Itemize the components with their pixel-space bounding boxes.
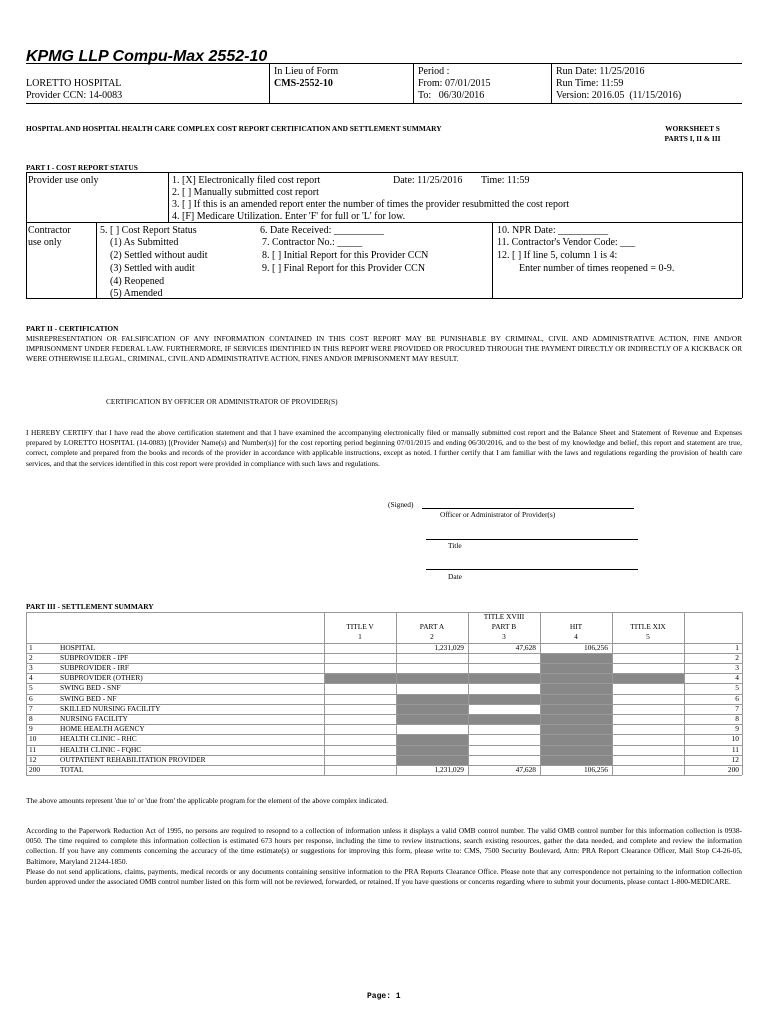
row-line-number: 2 (29, 652, 33, 662)
shaded-cell (540, 683, 612, 693)
row-line-number-right: 12 (731, 754, 739, 764)
part3-heading: PART III - SETTLEMENT SUMMARY (26, 602, 154, 611)
officer-label: Officer or Administrator of Provider(s) (440, 510, 556, 519)
status-reopened: (4) Reopened (110, 276, 165, 287)
final-report: 9. [ ] Final Report for this Provider CCN (262, 263, 426, 274)
in-lieu-label: In Lieu of Form (274, 66, 339, 77)
row-line-number-right: 11 (731, 744, 739, 754)
row-description: SUBPROVIDER - IRF (60, 663, 129, 672)
cost-report-status: 5. [ ] Cost Report Status (100, 225, 197, 236)
paperwork-notice: According to the Paperwork Reduction Act of 1995, no persons are required to resopnd to a collection of information unless it displays a valid OMB control number. The valid OMB control number for this information collection is 0938-0050. The time required to complete this information collection is estimated 673 hours per response, including the time to review instructions, search existing resources, gather the data needed, and complete and review the information collection. If you have any comments concerning the accuracy of the time estimate(s) or suggestions for improving this form, please write to: CMS, 7500 Security Boulevard, Attn: PRA Report Clearance Officer, Mail Stop C4-26-05, Baltimore, Maryland 21244-1850. (26, 826, 742, 866)
row-description: HEALTH CLINIC - FQHC (60, 744, 142, 754)
contractor-label-1: Contractor (28, 225, 71, 236)
provider-use-label: Provider use only (28, 175, 99, 186)
row-line-number-right: 3 (735, 663, 739, 672)
column-number: 4 (574, 632, 578, 642)
row-description: SUBPROVIDER - IPF (60, 652, 129, 662)
amounts-note: The above amounts represent 'due to' or 'due from' the applicable program for the element of the above complex indicated. (26, 796, 388, 805)
row-line-number: 4 (29, 673, 33, 683)
shaded-cell (468, 714, 540, 724)
row-line-number: 10 (29, 734, 37, 744)
part2-heading: PART II - CERTIFICATION (26, 324, 119, 333)
row-line-number: 12 (29, 754, 37, 764)
column-number: 1 (358, 632, 362, 642)
paperwork-notice-2: Please do not send applications, claims, payments, medical records or any documents containing sensitive information to the PRA Reports Clearance Office. Please note that any correspondence not pertaining to the information collection burden approved under the associated OMB control number listed on this form will not be reviewed, forwarded, or retained. If you have questions or concerns regarding where to submit your documents, please contact 1-800-MEDICARE. (26, 867, 742, 887)
shaded-cell (540, 694, 612, 704)
row-line-number-right: 1 (735, 642, 739, 652)
run-date: Run Date: 11/25/2016 (556, 66, 645, 77)
part1-heading: PART I - COST REPORT STATUS (26, 163, 138, 172)
row-description: SUBPROVIDER (OTHER) (60, 673, 143, 683)
period-label: Period : (418, 66, 450, 77)
times-reopened: Enter number of times reopened = 0-9. (519, 263, 675, 274)
row-value: 106,256 (583, 642, 608, 652)
shaded-cell (540, 704, 612, 714)
hospital-name: LORETTO HOSPITAL (26, 78, 122, 89)
shaded-cell (540, 673, 612, 683)
report-title: HOSPITAL AND HOSPITAL HEALTH CARE COMPLEX COST REPORT CERTIFICATION AND SETTLEMENT SUMMARY (26, 124, 442, 133)
row-line-number-right: 5 (735, 683, 739, 693)
status-settled-with-audit: (3) Settled with audit (110, 263, 195, 274)
contractor-no: 7. Contractor No.: _____ (262, 237, 363, 248)
manual-submitted: 2. [ ] Manually submitted cost report (172, 187, 319, 198)
cert-heading: CERTIFICATION BY OFFICER OR ADMINISTRATOR OF PROVIDER(S) (106, 397, 338, 406)
row-line-number: 9 (29, 724, 33, 734)
date-received: 6. Date Received: __________ (260, 225, 384, 236)
row-line-number: 8 (29, 714, 33, 723)
signed-label: (Signed) (388, 500, 414, 509)
row-description: TOTAL (60, 765, 84, 774)
column-header: HIT (569, 622, 583, 632)
row-value: 106,256 (583, 765, 608, 774)
shaded-cell (396, 755, 468, 765)
row-line-number-right: 4 (735, 673, 739, 683)
shaded-cell (396, 734, 468, 744)
npr-date: 10. NPR Date: __________ (497, 225, 609, 236)
shaded-cell (468, 673, 540, 683)
initial-report: 8. [ ] Initial Report for this Provider CCN (262, 250, 429, 261)
row-value: 1,231,029 (434, 765, 464, 774)
status-settled-without-audit: (2) Settled without audit (110, 250, 208, 261)
row-value: 47,628 (515, 642, 536, 652)
row-description: SKILLED NURSING FACILITY (60, 703, 161, 713)
column-header: PART B (491, 622, 517, 632)
run-time: Run Time: 11:59 (556, 78, 624, 89)
row-description: HOSPITAL (60, 642, 96, 652)
filed-time: Time: 11:59 (481, 175, 530, 186)
shaded-cell (612, 673, 684, 683)
amended-report: 3. [ ] If this is an amended report enter the number of times the provider resubmitted the cost report (172, 199, 570, 210)
row-line-number: 11 (29, 744, 37, 754)
row-description: SWING BED - SNF (60, 683, 121, 693)
row-description: SWING BED - NF (60, 693, 117, 703)
status-as-submitted: (1) As Submitted (110, 237, 179, 248)
row-line-number-right: 8 (735, 714, 739, 723)
shaded-cell (396, 673, 468, 683)
row-value: 47,628 (515, 765, 536, 774)
row-line-number: 1 (29, 642, 33, 652)
shaded-cell (540, 714, 612, 724)
worksheet-label (640, 124, 745, 144)
row-line-number: 200 (29, 765, 41, 774)
electronic-filed: 1. [X] Electronically filed cost report (172, 175, 321, 186)
date-label: Date (448, 572, 462, 581)
row-value: 1,231,029 (434, 642, 464, 652)
row-line-number-right: 7 (735, 703, 739, 713)
column-number: 2 (430, 632, 434, 642)
line5-question: 12. [ ] If line 5, column 1 is 4: (497, 250, 618, 261)
row-line-number: 7 (29, 703, 33, 713)
shaded-cell (540, 724, 612, 734)
version: Version: 2016.05 (11/15/2016) (556, 90, 682, 101)
vendor-code: 11. Contractor's Vendor Code: ___ (497, 237, 636, 248)
column-header: PART A (419, 622, 445, 632)
form-number: CMS-2552-10 (274, 78, 333, 89)
medicare-utilization: 4. [F] Medicare Utilization. Enter 'F' for full or 'L' for low. (172, 211, 406, 222)
contractor-label-2: use only (28, 237, 62, 248)
row-line-number-right: 200 (727, 765, 739, 774)
row-description: HEALTH CLINIC - RHC (60, 734, 137, 744)
provider-ccn: Provider CCN: 14-0083 (26, 90, 123, 101)
shaded-cell (540, 755, 612, 765)
row-line-number-right: 9 (735, 724, 739, 734)
row-description: NURSING FACILITY (60, 714, 128, 723)
shaded-cell (396, 745, 468, 755)
column-header: TITLE V (346, 622, 374, 632)
shaded-cell (396, 704, 468, 714)
row-line-number-right: 6 (735, 693, 739, 703)
title-label: Title (448, 541, 462, 550)
shaded-cell (396, 694, 468, 704)
row-line-number: 5 (29, 683, 33, 693)
column-number: 5 (646, 632, 650, 642)
row-description: OUTPATIENT REHABILITATION PROVIDER (60, 754, 206, 764)
worksheet-line2: PARTS I, II & III (664, 134, 721, 143)
warning-text: MISREPRESENTATION OR FALSIFICATION OF ANY INFORMATION CONTAINED IN THIS COST REPORT MAY BE PUNISHABLE BY CRIMINAL, CIVIL AND ADMINISTRATIVE ACTION, FINE AND/OR IMPRISONMENT UNDER FEDERAL LAW. FURTHERMORE, IF SERVICES IDENTIFIED IN THIS REPORT WERE PROVIDED OR PROCURED THROUGH THE PAYMENT DIRECTLY OR INDIRECTLY OF A KICKBACK OR WERE OTHERWISE ILLEGAL, CRIMINAL, CIVIL AND ADMINISTRATIVE ACTION, FINES AND/OR IMPRISONMENT MAY RESULT. (26, 334, 742, 364)
column-number: 3 (502, 632, 506, 642)
form-title: KPMG LLP Compu-Max 2552-10 (26, 48, 268, 65)
page-number: Page: 1 (367, 992, 401, 1001)
shaded-cell (540, 734, 612, 744)
shaded-cell (396, 714, 468, 724)
row-line-number-right: 10 (731, 734, 739, 744)
status-amended: (5) Amended (110, 288, 163, 299)
row-line-number: 6 (29, 693, 33, 703)
certify-text: I HEREBY CERTIFY that I have read the above certification statement and that I have examined the accompanying electronically filed or manually submitted cost report and the Balance Sheet and Statement of Revenue and Expenses prepared by LORETTO HOSPITAL (14-0083) [(Provider Name(s) and Number(s)] for the cost reporting period beginning 07/01/2015 and ending 06/30/2016, and to the best of my knowledge and belief, this report and statement are true, correct, complete and prepared from the books and records of the provider in accordance with applicable instructions, except as noted. I further certify that I am familiar with the laws and regulations regarding the provision of health care services, and that the services identified in this cost report were provided in compliance with such laws and regulations. (26, 428, 742, 468)
shaded-cell (540, 663, 612, 673)
column-header: TITLE XIX (630, 622, 666, 632)
period-to: To: 06/30/2016 (418, 90, 485, 101)
worksheet-line1: WORKSHEET S (665, 124, 720, 133)
shaded-cell (324, 673, 396, 683)
row-description: HOME HEALTH AGENCY (60, 724, 145, 734)
title-xviii-header: TITLE XVIII (483, 612, 525, 621)
row-line-number-right: 2 (735, 652, 739, 662)
period-from: From: 07/01/2015 (418, 78, 491, 89)
shaded-cell (540, 745, 612, 755)
filed-date: Date: 11/25/2016 (393, 175, 463, 186)
shaded-cell (540, 653, 612, 663)
shaded-cell (468, 694, 540, 704)
row-line-number: 3 (29, 663, 33, 672)
